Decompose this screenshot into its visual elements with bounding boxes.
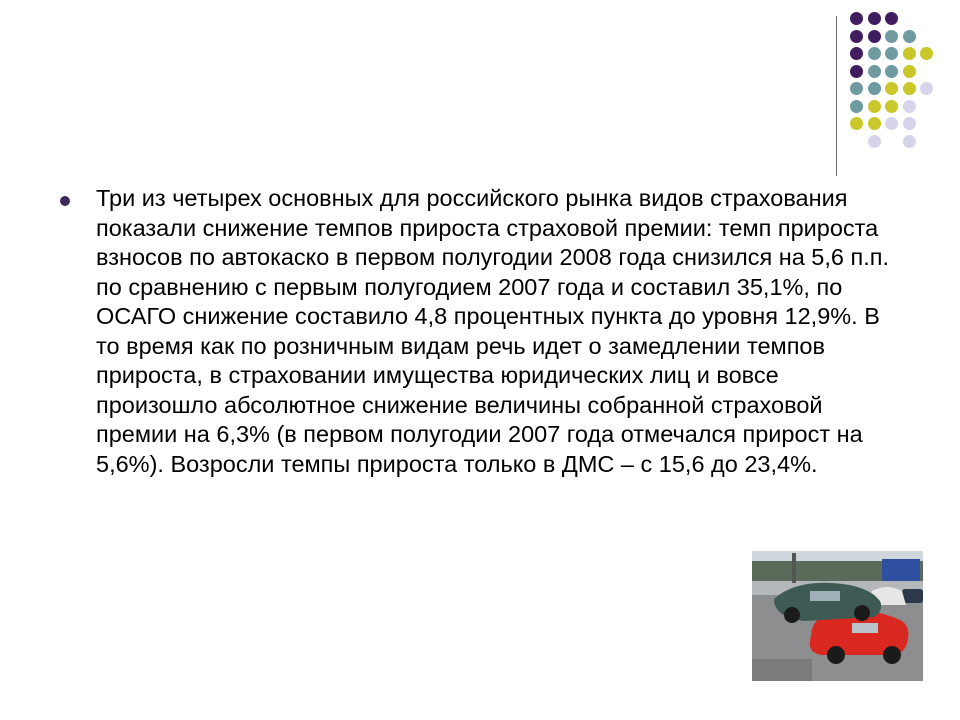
decorative-dot	[868, 65, 881, 78]
decorative-dot-grid	[850, 12, 950, 152]
decorative-dot	[885, 82, 898, 95]
decorative-dot	[868, 135, 881, 148]
decorative-dot	[868, 117, 881, 130]
photo-sign	[882, 559, 920, 581]
photo-wheel	[883, 646, 901, 664]
decorative-vertical-line	[836, 16, 837, 176]
decorative-dot	[850, 30, 863, 43]
decorative-dot	[868, 100, 881, 113]
decorative-dot	[885, 47, 898, 60]
decorative-dot	[868, 82, 881, 95]
decorative-dot	[920, 47, 933, 60]
car-accident-photo	[752, 551, 923, 681]
decorative-dot	[903, 100, 916, 113]
decorative-dot	[903, 47, 916, 60]
photo-red-car-window	[852, 623, 878, 633]
decorative-dot	[885, 100, 898, 113]
decorative-dot	[903, 30, 916, 43]
decorative-dot	[885, 30, 898, 43]
decorative-dot	[850, 100, 863, 113]
photo-parked-car	[902, 589, 923, 603]
decorative-dot	[850, 47, 863, 60]
decorative-dot	[850, 117, 863, 130]
photo-wheel	[854, 605, 870, 621]
photo-green-car-window	[810, 591, 840, 601]
photo-road-foreground	[752, 659, 812, 681]
decorative-dot	[903, 65, 916, 78]
decorative-dot	[885, 65, 898, 78]
photo-wheel	[827, 646, 845, 664]
decorative-dot	[885, 117, 898, 130]
decorative-dot	[868, 30, 881, 43]
decorative-dot	[850, 65, 863, 78]
decorative-dot	[903, 135, 916, 148]
decorative-dot	[868, 47, 881, 60]
decorative-dot	[903, 117, 916, 130]
photo-pole	[792, 553, 796, 583]
photo-wheel	[784, 607, 800, 623]
decorative-dot	[903, 82, 916, 95]
decorative-dot	[850, 82, 863, 95]
bullet-icon	[60, 196, 70, 206]
decorative-dot	[885, 12, 898, 25]
decorative-dot	[868, 12, 881, 25]
bullet-text: Три из четырех основных для российского рынка видов страхования показали снижение темпов прироста страховой премии: темп прироста взносов по автокаско в первом полугодии 2008 года снизился на 5,6 п.п. по сравнению с первым полугодием 2007 года и составил 35,1%, по ОСАГО снижение составило 4,8 процентных пункта до уровня 12,9%. В то время как по розничным видам речь идет о замедлении темпов прироста, в страховании имущества юридических лиц и вовсе произошло абсолютное снижение величины собранной страховой премии на 6,3% (в первом полугодии 2007 года отмечался прирост на 5,6%). Возросли темпы прироста только в ДМС – с 15,6 до 23,4%.	[96, 185, 890, 477]
slide-body	[60, 184, 910, 479]
bullet-item	[60, 184, 910, 479]
decorative-dot	[920, 82, 933, 95]
decorative-dot	[850, 12, 863, 25]
